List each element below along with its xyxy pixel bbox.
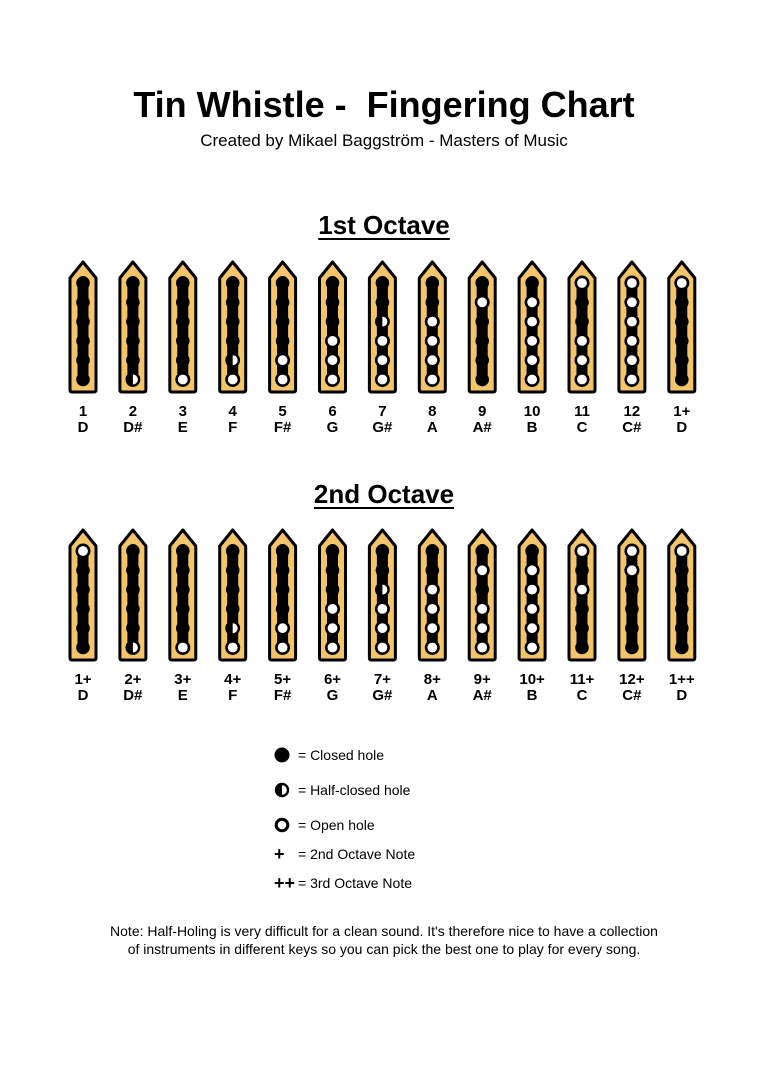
whistle-1-6 xyxy=(320,262,346,436)
whistle-2-13 xyxy=(669,530,695,704)
closed-hole xyxy=(126,602,140,616)
whistle-note-label: D# xyxy=(123,687,143,704)
whistle-number-label: 11 xyxy=(574,403,590,420)
open-hole xyxy=(426,335,438,347)
whistle-2-4 xyxy=(220,530,246,704)
whistle-bore xyxy=(377,544,388,654)
open-hole-icon xyxy=(274,817,290,833)
whistle-bore xyxy=(676,544,687,654)
closed-hole xyxy=(226,334,240,348)
whistle-note-label: A xyxy=(426,419,438,436)
double-plus-symbol: ++ xyxy=(274,873,296,893)
whistle-number-label: 5+ xyxy=(274,671,292,688)
whistle-1-12 xyxy=(619,262,645,436)
whistle-bore xyxy=(327,276,338,386)
closed-hole xyxy=(426,544,440,558)
footnote-line-1: Note: Half-Holing is very difficult for a clean sound. It's therefore nice to have a collection xyxy=(110,923,658,939)
whistle-number-label: 1++ xyxy=(668,671,695,688)
closed-hole xyxy=(426,276,440,290)
whistle-number-label: 12 xyxy=(623,403,641,420)
closed-hole xyxy=(675,373,689,387)
half-closed-hole xyxy=(376,315,388,327)
whistle-note-label: G xyxy=(326,419,339,436)
whistle-note-label: D xyxy=(77,419,89,436)
closed-hole xyxy=(575,602,589,616)
open-hole xyxy=(276,622,288,634)
whistle-number-label: 4 xyxy=(228,403,237,420)
whistle-bore xyxy=(427,544,438,654)
closed-hole xyxy=(76,315,90,329)
closed-hole xyxy=(326,276,340,290)
whistle-note-label: F xyxy=(228,419,238,436)
whistle-note-label: C xyxy=(576,687,588,704)
whistle-1-10 xyxy=(519,262,545,436)
whistle-number-label: 8+ xyxy=(423,671,441,688)
whistle-bore xyxy=(477,276,488,386)
whistle-number-label: 4+ xyxy=(224,671,242,688)
open-hole xyxy=(676,545,688,557)
whistle-2-10 xyxy=(519,530,545,704)
open-hole xyxy=(576,354,588,366)
closed-hole xyxy=(176,621,190,635)
open-hole xyxy=(476,296,488,308)
whistle-number-label: 11+ xyxy=(569,671,595,688)
closed-hole xyxy=(176,544,190,558)
whistle-note-label: G# xyxy=(372,687,393,704)
closed-hole xyxy=(226,544,240,558)
closed-hole xyxy=(226,296,240,310)
closed-hole xyxy=(276,602,290,616)
whistle-note-label: G xyxy=(326,687,339,704)
closed-hole xyxy=(475,334,489,348)
whistle-number-label: 6+ xyxy=(323,671,342,688)
whistle-note-label: B xyxy=(526,687,538,704)
whistle-note-label: E xyxy=(177,687,188,704)
half-closed-hole xyxy=(227,622,239,634)
closed-hole xyxy=(426,296,440,310)
open-hole xyxy=(426,641,438,653)
legend-open-label: = Open hole xyxy=(298,817,375,833)
legend-second-octave xyxy=(274,844,415,864)
closed-hole xyxy=(176,276,190,290)
whistle-note-label: C# xyxy=(622,419,642,436)
whistle-bore xyxy=(177,544,188,654)
half-closed-hole-icon xyxy=(274,782,290,798)
whistle-note-label: F# xyxy=(273,419,292,436)
open-hole xyxy=(376,373,388,385)
closed-hole xyxy=(76,621,90,635)
open-hole xyxy=(626,315,638,327)
page-subtitle: Created by Mikael Baggström - Masters of Music xyxy=(200,131,568,150)
open-hole xyxy=(576,545,588,557)
open-hole xyxy=(177,641,189,653)
whistle-1-13 xyxy=(669,262,695,436)
closed-hole xyxy=(575,641,589,655)
whistle-bore xyxy=(227,276,238,386)
open-hole xyxy=(526,354,538,366)
whistle-number-label: 2+ xyxy=(124,671,142,688)
open-hole xyxy=(326,354,338,366)
whistle-2-5 xyxy=(270,530,296,704)
open-hole xyxy=(376,641,388,653)
open-hole xyxy=(576,277,588,289)
whistle-note-label: A xyxy=(426,687,438,704)
whistle-2-11 xyxy=(569,530,595,704)
whistle-note-label: F# xyxy=(273,687,292,704)
open-hole xyxy=(426,373,438,385)
whistle-number-label: 9 xyxy=(478,403,487,420)
closed-hole xyxy=(176,334,190,348)
open-hole xyxy=(626,335,638,347)
whistle-1-5 xyxy=(270,262,296,436)
closed-hole xyxy=(326,296,340,310)
open-hole xyxy=(626,373,638,385)
whistle-note-label: C xyxy=(576,419,588,436)
closed-hole xyxy=(76,353,90,367)
closed-hole xyxy=(276,334,290,348)
whistle-bore xyxy=(78,276,89,386)
whistle-number-label: 9+ xyxy=(473,671,491,688)
open-hole xyxy=(526,583,538,595)
open-hole xyxy=(326,335,338,347)
open-hole xyxy=(576,335,588,347)
whistle-1-9 xyxy=(469,262,495,436)
open-hole xyxy=(326,373,338,385)
whistle-number-label: 3+ xyxy=(174,671,192,688)
closed-hole xyxy=(675,641,689,655)
closed-hole xyxy=(126,544,140,558)
whistle-note-label: E xyxy=(177,419,188,436)
whistle-number-label: 10 xyxy=(523,403,541,420)
closed-hole xyxy=(475,544,489,558)
whistle-bore xyxy=(626,276,637,386)
closed-hole xyxy=(126,296,140,310)
closed-hole xyxy=(376,296,390,310)
closed-hole xyxy=(376,564,390,578)
whistle-note-label: F xyxy=(228,687,238,704)
whistle-note-label: B xyxy=(526,419,538,436)
closed-hole xyxy=(76,373,90,387)
open-hole xyxy=(77,545,89,557)
open-hole xyxy=(526,622,538,634)
closed-hole xyxy=(226,315,240,329)
whistle-bore xyxy=(277,276,288,386)
legend-third-label: = 3rd Octave Note xyxy=(298,875,413,891)
closed-hole xyxy=(326,544,340,558)
open-hole xyxy=(376,622,388,634)
closed-hole xyxy=(276,544,290,558)
open-hole xyxy=(276,641,288,653)
closed-hole xyxy=(226,602,240,616)
half-closed-hole xyxy=(376,583,388,595)
closed-hole xyxy=(326,564,340,578)
legend-closed-label: = Closed hole xyxy=(298,747,385,763)
whistle-number-label: 7 xyxy=(378,403,387,420)
whistle-note-label: G# xyxy=(372,419,393,436)
whistle-bore xyxy=(577,544,588,654)
open-hole xyxy=(426,603,438,615)
whistle-bore xyxy=(227,544,238,654)
open-hole xyxy=(276,373,288,385)
open-hole xyxy=(526,335,538,347)
open-hole xyxy=(526,603,538,615)
closed-hole xyxy=(675,353,689,367)
open-hole xyxy=(626,564,638,576)
open-hole xyxy=(476,603,488,615)
open-hole xyxy=(426,315,438,327)
closed-hole xyxy=(675,564,689,578)
half-closed-hole xyxy=(127,373,139,385)
open-hole xyxy=(526,564,538,576)
whistle-2-9 xyxy=(469,530,495,704)
whistle-bore xyxy=(527,544,538,654)
open-hole xyxy=(227,641,239,653)
closed-hole xyxy=(126,621,140,635)
open-hole xyxy=(376,335,388,347)
legend-second-label: = 2nd Octave Note xyxy=(298,846,416,862)
whistle-number-label: 7+ xyxy=(373,671,391,688)
open-hole xyxy=(526,641,538,653)
whistle-bore xyxy=(527,276,538,386)
closed-hole xyxy=(176,315,190,329)
open-hole xyxy=(426,354,438,366)
closed-hole xyxy=(76,296,90,310)
octave-heading-1: 1st Octave xyxy=(318,210,450,240)
open-hole xyxy=(626,354,638,366)
open-hole xyxy=(476,564,488,576)
closed-hole xyxy=(276,276,290,290)
closed-hole xyxy=(226,276,240,290)
closed-hole xyxy=(326,315,340,329)
fingering-chart-1st-octave xyxy=(0,258,768,440)
open-hole xyxy=(476,622,488,634)
closed-hole xyxy=(675,315,689,329)
closed-hole xyxy=(326,583,340,597)
closed-hole xyxy=(276,583,290,597)
closed-hole xyxy=(76,276,90,290)
legend-closed xyxy=(274,745,384,765)
closed-hole xyxy=(276,315,290,329)
closed-hole xyxy=(675,621,689,635)
closed-hole xyxy=(475,353,489,367)
closed-hole xyxy=(625,641,639,655)
whistle-number-label: 1 xyxy=(78,403,88,420)
closed-hole xyxy=(575,315,589,329)
closed-hole xyxy=(625,602,639,616)
open-hole xyxy=(227,373,239,385)
whistle-bore xyxy=(427,276,438,386)
closed-hole xyxy=(625,621,639,635)
whistle-1-2 xyxy=(120,262,146,436)
open-hole xyxy=(576,583,588,595)
open-hole xyxy=(626,277,638,289)
legend-open xyxy=(274,815,375,835)
open-hole xyxy=(526,373,538,385)
closed-hole xyxy=(475,583,489,597)
closed-hole xyxy=(475,276,489,290)
whistle-number-label: 10+ xyxy=(519,671,545,688)
whistle-2-12 xyxy=(619,530,645,704)
closed-hole xyxy=(76,602,90,616)
whistle-bore xyxy=(277,544,288,654)
closed-hole xyxy=(76,583,90,597)
whistle-number-label: 6 xyxy=(328,403,337,420)
closed-hole xyxy=(475,373,489,387)
closed-hole xyxy=(76,641,90,655)
closed-hole xyxy=(525,276,539,290)
whistle-1-8 xyxy=(419,262,445,436)
closed-hole xyxy=(276,296,290,310)
whistle-note-label: D xyxy=(676,419,688,436)
whistle-2-2 xyxy=(120,530,146,704)
open-hole xyxy=(526,296,538,308)
legend-half-label: = Half-closed hole xyxy=(298,782,411,798)
whistle-number-label: 5 xyxy=(278,403,287,420)
closed-hole xyxy=(376,544,390,558)
whistle-note-label: D# xyxy=(123,419,143,436)
footnote xyxy=(0,922,768,958)
whistle-2-6 xyxy=(320,530,346,704)
closed-hole xyxy=(376,276,390,290)
closed-hole-icon xyxy=(274,747,290,763)
whistle-note-label: C# xyxy=(622,687,642,704)
whistle-number-label: 3 xyxy=(178,403,187,420)
open-hole xyxy=(526,315,538,327)
closed-hole xyxy=(625,583,639,597)
open-hole xyxy=(426,583,438,595)
closed-hole xyxy=(675,296,689,310)
open-hole xyxy=(626,296,638,308)
whistle-note-label: A# xyxy=(472,419,492,436)
closed-hole xyxy=(126,353,140,367)
whistle-bore xyxy=(477,544,488,654)
open-hole xyxy=(576,373,588,385)
whistle-2-8 xyxy=(419,530,445,704)
whistle-bore xyxy=(676,276,687,386)
open-hole xyxy=(326,603,338,615)
closed-hole xyxy=(675,583,689,597)
open-hole xyxy=(376,603,388,615)
legend-third-octave xyxy=(274,873,412,893)
closed-hole xyxy=(176,602,190,616)
whistle-number-label: 8 xyxy=(428,403,437,420)
closed-hole xyxy=(575,296,589,310)
whistle-bore xyxy=(127,276,138,386)
whistle-1-3 xyxy=(170,262,196,436)
closed-hole xyxy=(126,276,140,290)
whistle-1-4 xyxy=(220,262,246,436)
closed-hole xyxy=(126,564,140,578)
octave-heading-2: 2nd Octave xyxy=(313,479,455,509)
whistle-number-label: 1+ xyxy=(74,671,92,688)
whistle-1-7 xyxy=(369,262,395,436)
page-title: Tin Whistle - Fingering Chart xyxy=(133,84,635,125)
whistle-note-label: D xyxy=(676,687,688,704)
closed-hole xyxy=(76,564,90,578)
whistle-bore xyxy=(127,544,138,654)
closed-hole xyxy=(226,583,240,597)
closed-hole xyxy=(226,564,240,578)
whistle-1-1 xyxy=(70,262,96,436)
closed-hole xyxy=(675,334,689,348)
whistle-2-1 xyxy=(70,530,96,704)
whistle-number-label: 12+ xyxy=(619,671,645,688)
whistle-number-label: 2 xyxy=(128,403,138,420)
closed-hole xyxy=(675,602,689,616)
half-closed-hole xyxy=(127,641,139,653)
open-hole xyxy=(676,277,688,289)
open-hole xyxy=(177,373,189,385)
whistle-bore xyxy=(626,544,637,654)
whistle-2-3 xyxy=(170,530,196,704)
closed-hole xyxy=(176,296,190,310)
legend-half xyxy=(274,780,410,800)
open-hole xyxy=(426,622,438,634)
whistle-bore xyxy=(78,544,89,654)
whistle-note-label: A# xyxy=(472,687,492,704)
closed-hole xyxy=(276,564,290,578)
closed-hole xyxy=(176,564,190,578)
closed-hole xyxy=(126,334,140,348)
footnote-line-2: of instruments in different keys so you can pick the best one to play for every song. xyxy=(127,941,641,957)
open-hole xyxy=(376,354,388,366)
closed-hole xyxy=(126,315,140,329)
closed-hole xyxy=(575,564,589,578)
whistle-bore xyxy=(577,276,588,386)
open-hole xyxy=(276,354,288,366)
closed-hole xyxy=(76,334,90,348)
whistle-1-11 xyxy=(569,262,595,436)
whistle-bore xyxy=(177,276,188,386)
whistle-bore xyxy=(377,276,388,386)
closed-hole xyxy=(475,315,489,329)
open-hole xyxy=(326,641,338,653)
closed-hole xyxy=(176,583,190,597)
open-hole xyxy=(326,622,338,634)
whistle-number-label: 1+ xyxy=(673,403,691,420)
closed-hole xyxy=(176,353,190,367)
whistle-note-label: D xyxy=(77,687,89,704)
whistle-bore xyxy=(327,544,338,654)
fingering-chart-2nd-octave xyxy=(0,526,768,708)
open-hole xyxy=(626,545,638,557)
plus-symbol: + xyxy=(274,844,285,864)
closed-hole xyxy=(575,621,589,635)
closed-hole xyxy=(525,544,539,558)
closed-hole xyxy=(126,583,140,597)
half-closed-hole xyxy=(227,354,239,366)
whistle-2-7 xyxy=(369,530,395,704)
open-hole xyxy=(476,641,488,653)
closed-hole xyxy=(426,564,440,578)
